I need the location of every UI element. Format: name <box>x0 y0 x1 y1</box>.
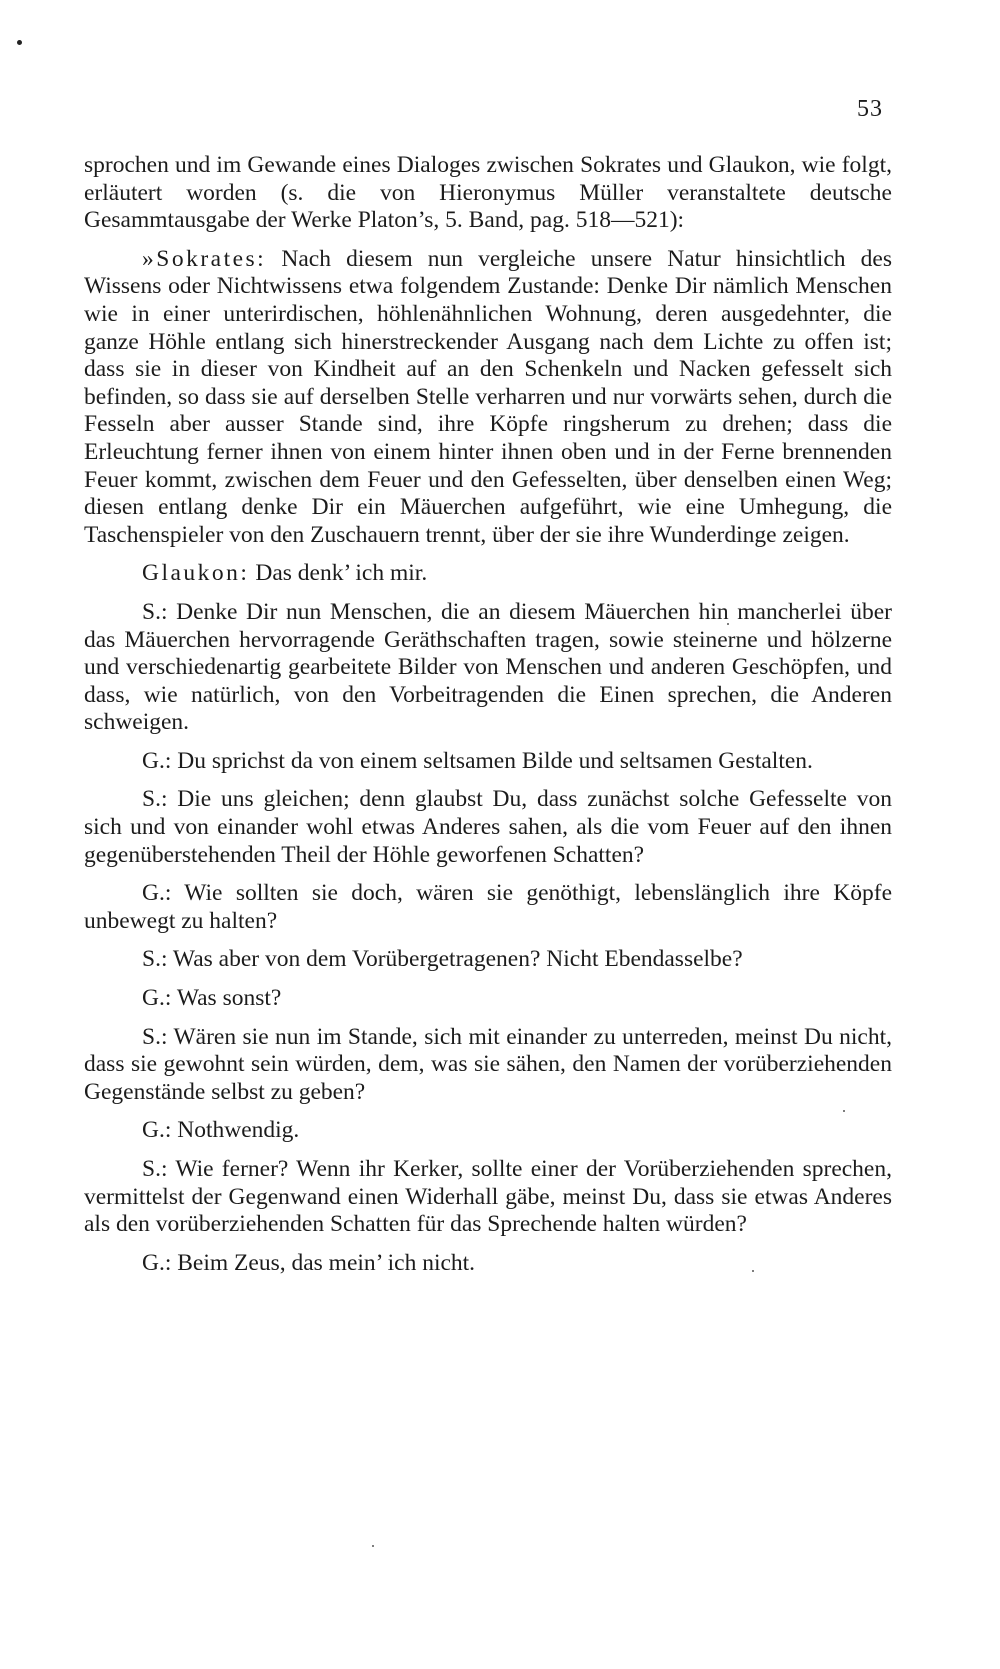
speaker-label: G.: <box>142 880 172 907</box>
ink-speck <box>17 40 22 45</box>
speaker-label: S.: <box>142 598 168 625</box>
dialogue-paragraph <box>84 985 892 1013</box>
dialogue-paragraph <box>84 786 892 869</box>
dialogue-paragraph <box>84 246 892 550</box>
body-text <box>84 152 892 1277</box>
dialogue-paragraph <box>84 748 892 776</box>
paragraph-text: Nothwendig. <box>171 1117 300 1144</box>
paragraph-text: Denke Dir nun Menschen, die an diesem Mäuerchen hin mancherlei über das Mäuerchen hervorragende Geräthschaften tragen, sowie steinerne und hölzerne und verschiedenartig gearbeitete Bilder von Menschen und anderen Geschöpfen, und dass, wie natürlich, von den Vorbeitragenden die Einen sprechen, die Anderen schweigen. <box>84 598 892 736</box>
page-number: 53 <box>857 96 883 122</box>
paragraph-text: sprochen und im Gewande eines Dialoges zwischen Sokrates und Glaukon, wie folgt, erläutert worden (s. die von Hieronymus Müller veranstaltete deutsche Gesammtausgabe der Werke Platon’s, 5. Band, pag. 518—521): <box>84 152 892 234</box>
dialogue-paragraph <box>84 1024 892 1107</box>
dialogue-paragraph <box>84 1156 892 1239</box>
speaker-label: G.: <box>142 1117 172 1144</box>
paragraph-text: Nach diesem nun vergleiche unsere Natur hinsichtlich des Wissens oder Nichtwissens etwa folgendem Zustande: Denke Dir nämlich Menschen wie in einer unterirdischen, höhlenähnlichen Wohnung, deren ausgedehnter, die ganze Höhle entlang sich hinerstreckender Ausgang nach dem Lichte zu offen ist; dass sie in dieser von Kindheit auf an den Schenkeln und Nacken gefesselt sich befinden, so dass sie auf derselben Stelle verharren und nur vorwärts sehen, durch die Fesseln aber ausser Stande sind, ihre Köpfe ringsherum zu drehen; dass die Erleuchtung ferner ihnen von einem hinter ihnen oben und in der Ferne brennenden Feuer kommt, zwischen dem Feuer und den Gefesselten, über denselben einen Weg; diesen entlang denke Dir ein Mäuerchen aufgeführt, wie eine Umhegung, die Taschenspieler von den Zuschauern trennt, über der sie ihre Wunderdinge zeigen. <box>84 245 892 548</box>
paragraph-text: Wie ferner? Wenn ihr Kerker, sollte einer der Vorüberziehenden sprechen, vermittelst der Gegenwand einen Widerhall gäbe, meinst Du, dass sie etwas Anderes als den vorüberziehenden Schatten für das Sprechende halten würden? <box>84 1156 892 1238</box>
dialogue-paragraph <box>84 1117 892 1145</box>
paragraph-text: Die uns gleichen; denn glaubst Du, dass zunächst solche Gefesselte von sich und von einander wohl etwas Anderes sahen, als die vom Feuer auf den ihnen gegenüberstehenden Theil der Höhle geworfenen Schatten? <box>84 786 892 868</box>
paragraph-text: Das denk’ ich mir. <box>249 560 428 587</box>
speaker-label: Glaukon: <box>142 560 250 587</box>
dialogue-paragraph <box>84 946 892 974</box>
dialogue-paragraph <box>84 560 892 588</box>
speaker-label: S.: <box>142 946 168 973</box>
speaker-label: S.: <box>142 1156 168 1182</box>
paragraph-intro <box>84 152 892 235</box>
speaker-label: S.: <box>142 1023 168 1050</box>
paragraph-text: Beim Zeus, das mein’ ich nicht. <box>171 1249 476 1276</box>
paragraph-text: Was aber von dem Vorübergetragenen? Nicht Ebendasselbe? <box>167 946 743 973</box>
speaker-label: S.: <box>142 786 168 813</box>
paragraph-text: Wie sollten sie doch, wären sie genöthigt, lebenslänglich ihre Köpfe unbewegt zu halten? <box>84 880 892 934</box>
paragraph-text: Was sonst? <box>171 985 282 1012</box>
dialogue-paragraph <box>84 599 892 737</box>
speaker-label: G.: <box>142 985 172 1012</box>
dialogue-paragraph <box>84 880 892 935</box>
dialogue-paragraph <box>84 1250 892 1278</box>
speaker-label: G.: <box>142 1249 172 1276</box>
ink-speck <box>372 1545 374 1547</box>
speaker-label: »Sokrates: <box>142 245 267 272</box>
speaker-label: G.: <box>142 747 172 774</box>
paragraph-text: Du sprichst da von einem seltsamen Bilde und seltsamen Gestalten. <box>171 747 813 774</box>
paragraph-text: Wären sie nun im Stande, sich mit einander zu unterreden, meinst Du nicht, dass sie gewohnt sein würden, dem, was sie sähen, den Namen der vorüberziehenden Gegenstände selbst zu geben? <box>84 1023 892 1105</box>
